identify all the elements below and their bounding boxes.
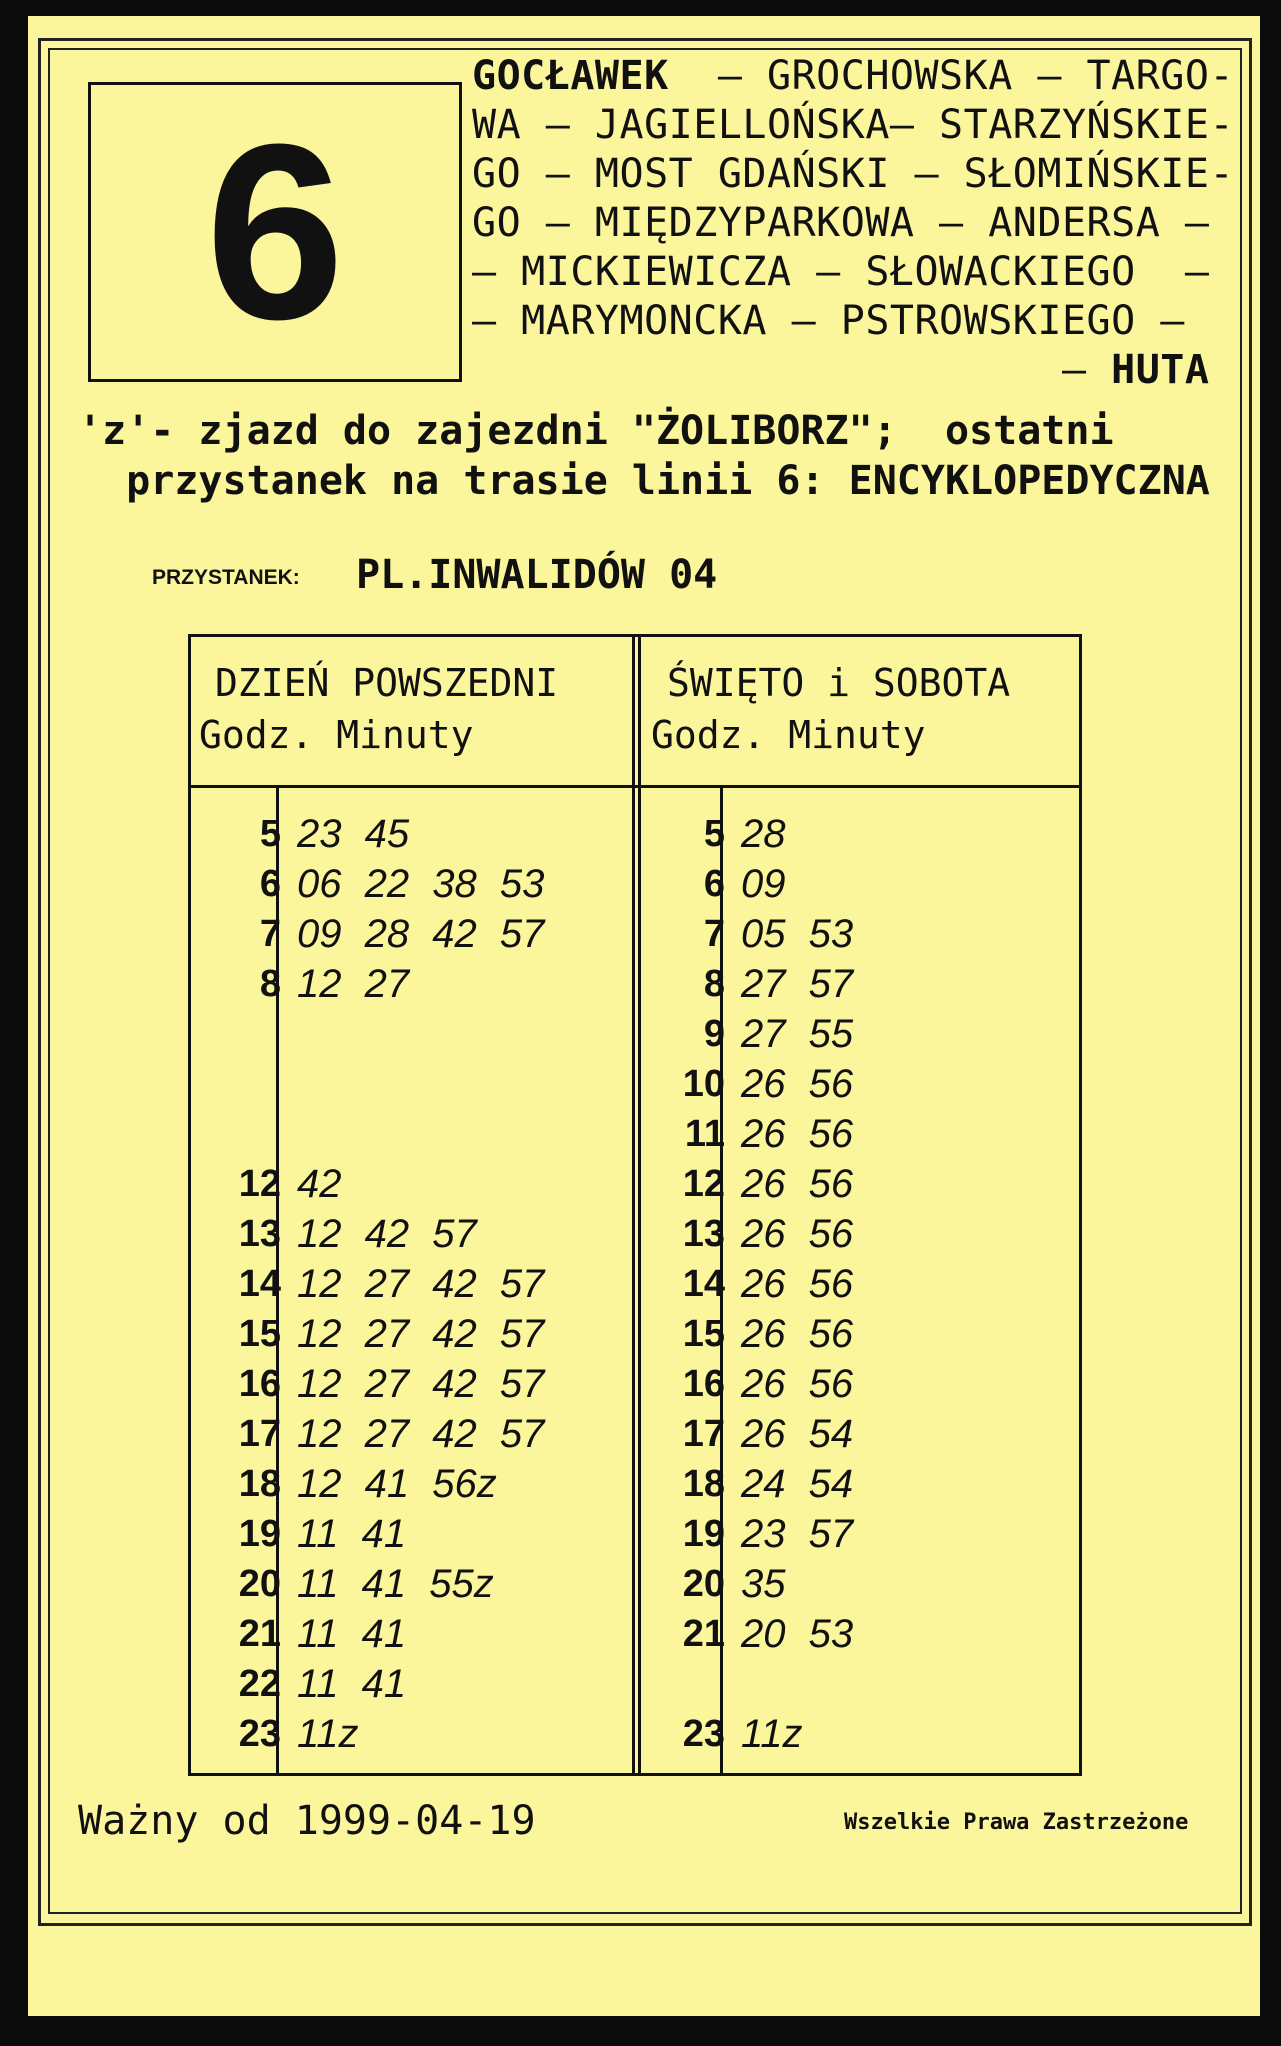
minutes-cell: 06 22 38 53: [297, 862, 545, 906]
timetable-row: [635, 1409, 1075, 1459]
timetable-row: [635, 1609, 1075, 1659]
note-line: przystanek na trasie linii 6: ENCYKLOPEDYCZNA: [78, 458, 1210, 504]
timetable-row: [191, 859, 631, 909]
minutes-cell: 26 56: [741, 1112, 854, 1156]
hour-cell: 7: [259, 913, 281, 955]
depot-note: [78, 406, 1238, 506]
route-line: GO – MIĘDZYPARKOWA – ANDERSA –: [472, 200, 1210, 246]
hour-cell: 16: [682, 1363, 725, 1405]
hour-cell: 18: [238, 1463, 281, 1505]
hour-cell: 15: [238, 1313, 281, 1355]
timetable-row: [191, 809, 631, 859]
timetable-row: [191, 1609, 631, 1659]
hour-cell: 16: [238, 1363, 281, 1405]
timetable-row: [191, 1659, 631, 1709]
route-line: – MARYMONCKA – PSTROWSKIEGO –: [472, 298, 1185, 344]
timetable-row: [191, 1109, 631, 1159]
hour-cell: 22: [238, 1663, 281, 1705]
minutes-cell: 11 41: [297, 1512, 407, 1556]
minutes-cell: 26 56: [741, 1312, 854, 1356]
valid-from: Ważny od 1999-04-19: [78, 1798, 536, 1844]
timetable-row: [191, 1459, 631, 1509]
timetable-row: [635, 1109, 1075, 1159]
hour-cell: 18: [682, 1463, 725, 1505]
minutes-cell: 11 41: [297, 1662, 407, 1706]
minutes-cell: 23 57: [741, 1512, 854, 1556]
minutes-cell: 23 45: [297, 812, 410, 856]
timetable-grid: [188, 634, 1082, 1776]
hour-cell: 13: [238, 1213, 281, 1255]
holiday-header: [651, 657, 1011, 761]
hour-cell: 11: [684, 1113, 725, 1155]
minutes-cell: 26 56: [741, 1262, 854, 1306]
timetable-row: [191, 1209, 631, 1259]
minutes-cell: 26 56: [741, 1212, 854, 1256]
hour-cell: 14: [238, 1263, 281, 1305]
timetable-row: [635, 959, 1075, 1009]
note-line: 'z'- zjazd do zajezdni "ŻOLIBORZ"; ostatni: [78, 408, 1114, 454]
timetable-row: [635, 1209, 1075, 1259]
hour-cell: 12: [238, 1163, 281, 1205]
timetable-row: [635, 1159, 1075, 1209]
weekday-header: [199, 657, 559, 761]
minutes-cell: 12 42 57: [297, 1212, 477, 1256]
minutes-cell: 28: [741, 812, 786, 856]
hour-cell: 8: [703, 963, 725, 1005]
minutes-cell: 12 27 42 57: [297, 1362, 545, 1406]
weekday-title: DZIEŃ POWSZEDNI: [215, 661, 559, 705]
minutes-cell: 35: [741, 1562, 786, 1606]
hour-cell: 15: [682, 1313, 725, 1355]
timetable-row: [635, 1659, 1075, 1709]
minutes-cell: 26 56: [741, 1162, 854, 1206]
timetable-row: [635, 1009, 1075, 1059]
hour-cell: 6: [703, 863, 725, 905]
line-number: 6: [205, 92, 345, 371]
timetable-row: [635, 1459, 1075, 1509]
hour-cell: 23: [682, 1713, 725, 1755]
hour-cell: 17: [682, 1413, 725, 1455]
minutes-cell: 42: [297, 1162, 342, 1206]
holiday-subtitle: Godz. Minuty: [651, 713, 926, 757]
timetable-row: [635, 909, 1075, 959]
minutes-cell: 20 53: [741, 1612, 854, 1656]
timetable-row: [191, 1409, 631, 1459]
minutes-cell: 27 55: [741, 1012, 854, 1056]
route-line: WA – JAGIELLOŃSKA– STARZYŃSKIE-: [472, 102, 1235, 148]
timetable-row: [191, 1309, 631, 1359]
timetable-row: [191, 1059, 631, 1109]
minutes-cell: 11 41: [297, 1612, 407, 1656]
hour-cell: 23: [238, 1713, 281, 1755]
hour-cell: 20: [682, 1563, 725, 1605]
minutes-cell: 11z: [297, 1712, 359, 1756]
timetable-row: [191, 909, 631, 959]
timetable-row: [635, 1559, 1075, 1609]
route-line: – MICKIEWICZA – SŁOWACKIEGO –: [472, 249, 1210, 295]
hour-cell: 9: [703, 1013, 725, 1055]
holiday-title: ŚWIĘTO i SOBOTA: [667, 661, 1011, 705]
hour-cell: 10: [682, 1063, 725, 1105]
hour-cell: 8: [259, 963, 281, 1005]
minutes-cell: 24 54: [741, 1462, 854, 1506]
minutes-cell: 12 27 42 57: [297, 1312, 545, 1356]
minutes-cell: 05 53: [741, 912, 854, 956]
minutes-cell: 12 27 42 57: [297, 1412, 545, 1456]
timetable-row: [635, 1309, 1075, 1359]
minutes-cell: 12 27 42 57: [297, 1262, 545, 1306]
hour-cell: 19: [238, 1513, 281, 1555]
minutes-cell: 27 57: [741, 962, 854, 1006]
timetable-row: [635, 1359, 1075, 1409]
hour-cell: 13: [682, 1213, 725, 1255]
minutes-cell: 26 56: [741, 1062, 854, 1106]
timetable-row: [191, 1259, 631, 1309]
hour-cell: 12: [682, 1163, 725, 1205]
hour-cell: 21: [682, 1613, 725, 1655]
minutes-cell: 12 41 56z: [297, 1462, 497, 1506]
hour-cell: 20: [238, 1563, 281, 1605]
hour-cell: 6: [259, 863, 281, 905]
timetable-row: [191, 1359, 631, 1409]
hour-cell: 21: [238, 1613, 281, 1655]
timetable-row: [635, 1709, 1075, 1759]
timetable-row: [635, 809, 1075, 859]
timetable-row: [191, 1559, 631, 1609]
route-line-rest: – GROCHOWSKA – TARGO-: [668, 53, 1235, 99]
timetable-row: [191, 959, 631, 1009]
minutes-cell: 12 27: [297, 962, 410, 1006]
minutes-cell: 26 54: [741, 1412, 854, 1456]
timetable-row: [191, 1509, 631, 1559]
stop-name: PL.INWALIDÓW 04: [356, 552, 718, 598]
header-separator: [191, 785, 1079, 788]
timetable-row: [635, 1509, 1075, 1559]
minutes-cell: 09 28 42 57: [297, 912, 545, 956]
hour-cell: 19: [682, 1513, 725, 1555]
route-line-prefix: –: [472, 347, 1112, 393]
timetable-row: [191, 1709, 631, 1759]
route-line: GO – MOST GDAŃSKI – SŁOMIŃSKIE-: [472, 151, 1235, 197]
rights-notice: Wszelkie Prawa Zastrzeżone: [844, 1810, 1189, 1835]
hour-cell: 5: [703, 813, 725, 855]
timetable-row: [635, 1059, 1075, 1109]
minutes-cell: 09: [741, 862, 786, 906]
timetable-row: [191, 1009, 631, 1059]
hour-cell: 17: [238, 1413, 281, 1455]
stop-label: PRZYSTANEK:: [152, 566, 300, 589]
minutes-cell: 11 41 55z: [297, 1562, 494, 1606]
timetable-row: [635, 1259, 1075, 1309]
hour-cell: 7: [703, 913, 725, 955]
line-number-box: [88, 82, 462, 382]
timetable-row: [191, 1159, 631, 1209]
route-origin: GOCŁAWEK: [472, 53, 669, 99]
hour-cell: 14: [682, 1263, 725, 1305]
route-line: [472, 346, 1232, 395]
route-description: [472, 52, 1235, 395]
route-line: [472, 52, 1235, 101]
route-terminus: HUTA: [1111, 347, 1210, 393]
minutes-cell: 11z: [741, 1712, 803, 1756]
timetable-row: [635, 859, 1075, 909]
weekday-subtitle: Godz. Minuty: [199, 713, 474, 757]
hour-cell: 5: [259, 813, 281, 855]
minutes-cell: 26 56: [741, 1362, 854, 1406]
